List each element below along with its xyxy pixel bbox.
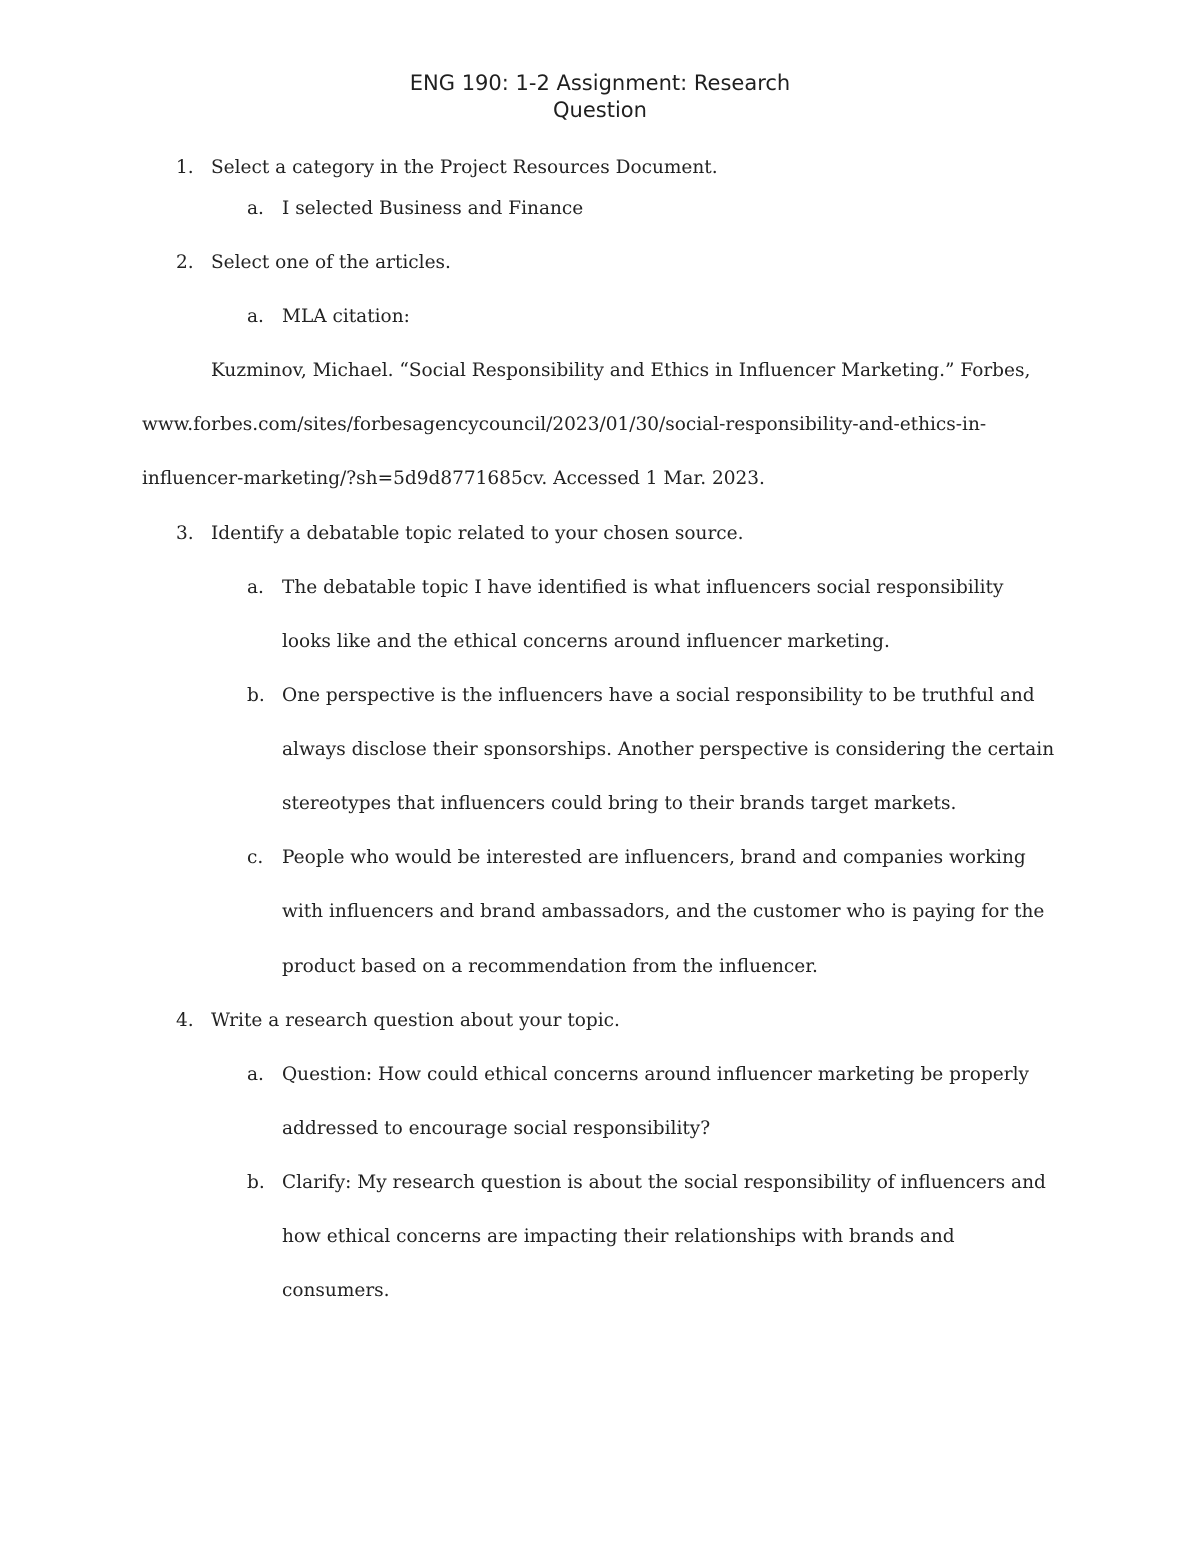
subitem-text: The debatable topic I have identified is what influencers social responsibility xyxy=(282,577,1004,598)
subitem-text: always disclose their sponsorships. Another perspective is considering the certain xyxy=(282,739,1055,760)
subitem-text: Question: How could ethical concerns around influencer marketing be properly xyxy=(282,1064,1029,1085)
subitem-text: One perspective is the influencers have a social responsibility to be truthful and xyxy=(282,685,1035,706)
citation-line: Kuzminov, Michael. “Social Responsibility and Ethics in Influencer Marketing.” Forbes, xyxy=(211,360,1031,381)
title-line-1: ENG 190: 1-2 Assignment: Research xyxy=(409,71,791,95)
subitem-letter: a. xyxy=(247,1064,264,1085)
subitem-letter: a. xyxy=(247,577,264,598)
list-item-text: Select one of the articles. xyxy=(211,252,451,273)
subitem-text: product based on a recommendation from the influencer. xyxy=(282,956,818,977)
subitem-text: addressed to encourage social responsibility? xyxy=(282,1118,711,1139)
subitem-text: People who would be interested are influencers, brand and companies working xyxy=(282,847,1026,868)
list-item-text: Write a research question about your topic. xyxy=(211,1010,620,1031)
subitem-letter: c. xyxy=(247,847,264,868)
subitem-text: how ethical concerns are impacting their relationships with brands and xyxy=(282,1226,955,1247)
item-number: 1. xyxy=(176,157,194,178)
subitem-text: I selected Business and Finance xyxy=(282,198,584,219)
subitem-text: with influencers and brand ambassadors, and the customer who is paying for the xyxy=(282,901,1045,922)
subitem-letter: b. xyxy=(247,685,265,706)
subitem-text: looks like and the ethical concerns around influencer marketing. xyxy=(282,631,890,652)
subitem-letter: b. xyxy=(247,1172,265,1193)
item-number: 3. xyxy=(176,523,194,544)
citation-line: influencer-marketing/?sh=5d9d8771685cv. Accessed 1 Mar. 2023. xyxy=(142,468,765,489)
list-item-text: Identify a debatable topic related to your chosen source. xyxy=(211,523,744,544)
list-item-text: Select a category in the Project Resources Document. xyxy=(211,157,718,178)
document-title xyxy=(0,70,1200,124)
item-number: 4. xyxy=(176,1010,194,1031)
subitem-text: consumers. xyxy=(282,1280,390,1301)
item-number: 2. xyxy=(176,252,194,273)
subitem-text: stereotypes that influencers could bring to their brands target markets. xyxy=(282,793,957,814)
citation-line: www.forbes.com/sites/forbesagencycouncil/2023/01/30/social-responsibility-and-ethics-in- xyxy=(142,414,987,435)
subitem-text: MLA citation: xyxy=(282,306,410,327)
subitem-letter: a. xyxy=(247,198,264,219)
title-line-2: Question xyxy=(553,98,647,122)
subitem-letter: a. xyxy=(247,306,264,327)
subitem-text: Clarify: My research question is about the social responsibility of influencers and xyxy=(282,1172,1046,1193)
